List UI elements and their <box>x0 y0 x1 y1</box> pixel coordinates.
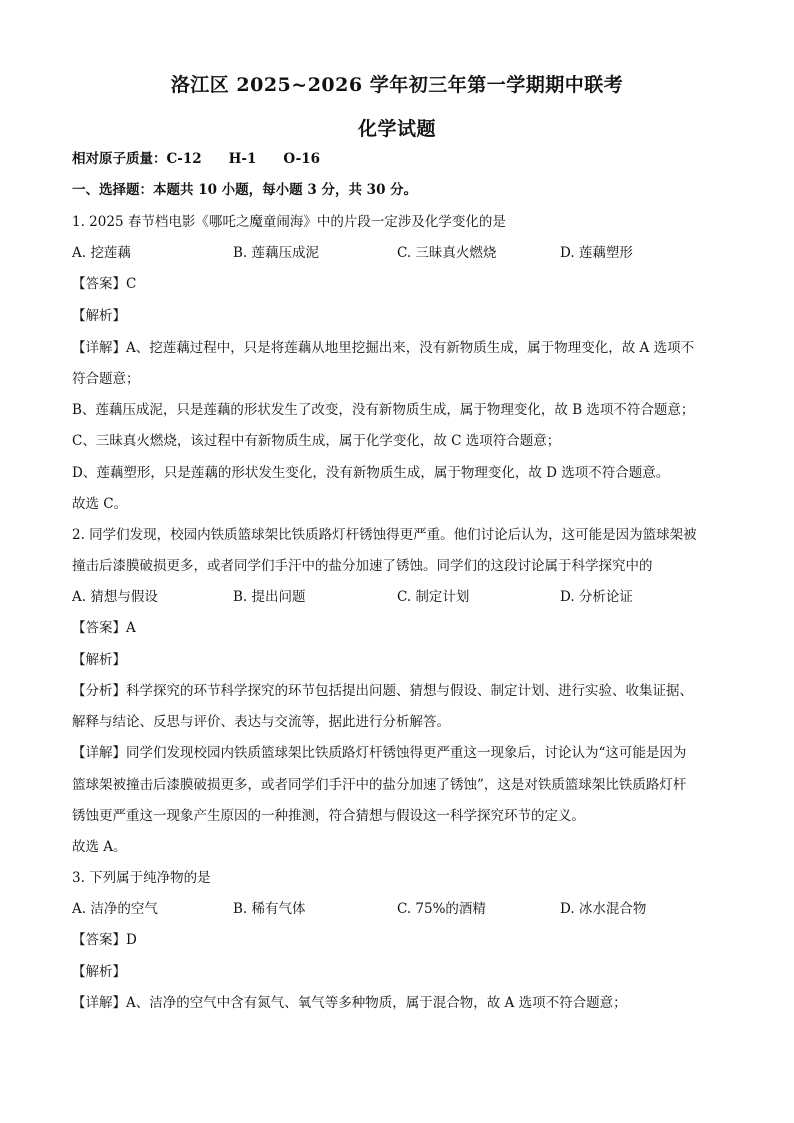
q2-detail-line: 篮球架被撞击后漆膜破损更多，或者同学们手汗中的盐分加速了锈蚀”，这是对铁质篮球架比铁质路灯杆 <box>72 777 687 793</box>
q2-detail-line: 锈蚀更严重这一现象产生原因的一种推测，符合猜想与假设这一科学探究环节的定义。 <box>72 808 585 824</box>
q1-answer: 【答案】C <box>72 276 137 292</box>
q3-option-d: D. 冰水混合物 <box>560 901 647 917</box>
q1-option-c: C. 三昧真火燃烧 <box>397 245 497 261</box>
section-heading: 一、选择题：本题共 10 小题，每小题 3 分，共 30 分。 <box>72 182 418 198</box>
q2-option-b: B. 提出问题 <box>233 589 306 605</box>
q2-analysis-label: 【解析】 <box>72 652 126 668</box>
q1-option-a: A. 挖莲藕 <box>72 245 131 261</box>
q3-analysis-label: 【解析】 <box>72 964 126 980</box>
q3-detail-line: 【详解】A、洁净的空气中含有氮气、氧气等多种物质，属于混合物，故 A 选项不符合题意； <box>72 995 627 1011</box>
q1-analysis-label: 【解析】 <box>72 308 126 324</box>
q3-option-a: A. 洁净的空气 <box>72 901 158 917</box>
q2-analysis-line: 解释与结论、反思与评价、表达与交流等，据此进行分析解答。 <box>72 714 450 730</box>
q2-answer: 【答案】A <box>72 620 136 636</box>
q1-option-d: D. 莲藕塑形 <box>560 245 633 261</box>
q3-option-b: B. 稀有气体 <box>233 901 306 917</box>
question-3-stem: 3. 下列属于纯净物的是 <box>72 870 211 886</box>
q2-conclusion: 故选 A。 <box>72 839 127 855</box>
question-2-stem: 撞击后漆膜破损更多，或者同学们手汗中的盐分加速了锈蚀。同学们的这段讨论属于科学探究中的 <box>72 558 653 574</box>
q1-option-b: B. 莲藕压成泥 <box>233 245 320 261</box>
question-2-stem: 2. 同学们发现，校园内铁质篮球架比铁质路灯杆锈蚀得更严重。他们讨论后认为，这可能是因为篮球架被 <box>72 527 697 543</box>
q1-detail-line: B、莲藕压成泥，只是莲藕的形状发生了改变，没有新物质生成，属于物理变化，故 B 选项不符合题意； <box>72 402 695 418</box>
q2-option-a: A. 猜想与假设 <box>72 589 158 605</box>
q1-detail-line: 符合题意； <box>72 371 140 387</box>
q2-detail-line: 【详解】同学们发现校园内铁质篮球架比铁质路灯杆锈蚀得更严重这一现象后，讨论认为“这可能是因为 <box>72 745 687 761</box>
q1-conclusion: 故选 C。 <box>72 496 128 512</box>
q2-option-d: D. 分析论证 <box>560 589 633 605</box>
q2-analysis-line: 【分析】科学探究的环节科学探究的环节包括提出问题、猜想与假设、制定计划、进行实验、收集证据、 <box>72 683 693 699</box>
q2-option-c: C. 制定计划 <box>397 589 470 605</box>
question-1-stem: 1. 2025 春节档电影《哪吒之魔童闹海》中的片段一定涉及化学变化的是 <box>72 214 506 230</box>
page-title: 洛江区 2025~2026 学年初三年第一学期期中联考 <box>170 74 624 96</box>
q1-detail-line: C、三昧真火燃烧，该过程中有新物质生成，属于化学变化，故 C 选项符合题意； <box>72 433 561 449</box>
page-subtitle: 化学试题 <box>357 118 436 140</box>
q3-answer: 【答案】D <box>72 932 137 948</box>
q3-option-c: C. 75%的酒精 <box>397 901 486 917</box>
q1-detail-line: D、莲藕塑形，只是莲藕的形状发生变化，没有新物质生成，属于物理变化，故 D 选项不符合题意。 <box>72 465 670 481</box>
atomic-mass-line: 相对原子质量：C-12 H-1 O-16 <box>72 151 321 167</box>
q1-detail-line: 【详解】A、挖莲藕过程中，只是将莲藕从地里挖掘出来，没有新物质生成，属于物理变化，故 A 选项不 <box>72 340 695 356</box>
